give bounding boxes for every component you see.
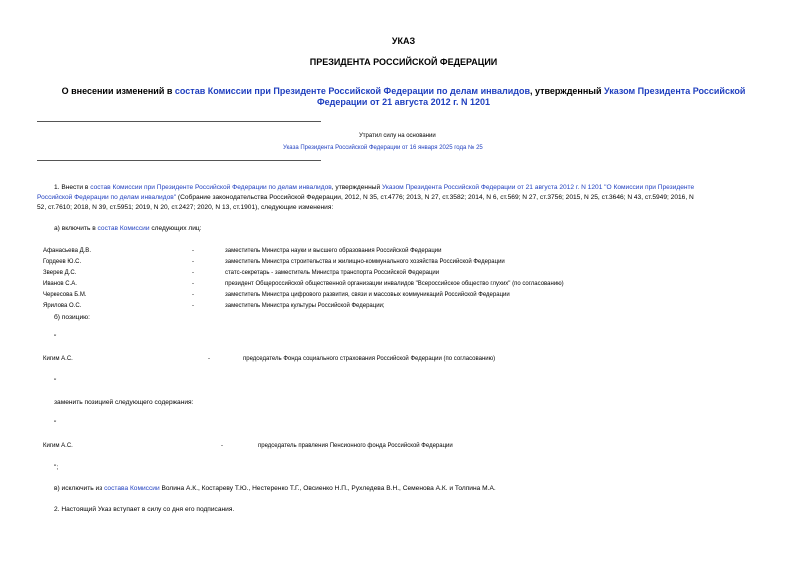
para1-link-decree[interactable]: Указом Президента Российской Федерации от 21 августа 2012 г. N 1201 "О Комиссии при Президенте <box>381 184 695 191</box>
old-position-role: председатель Фонда социального страхования Российской Федерации (по согласованию) <box>243 356 496 362</box>
para1-text-2: , утвержденный <box>331 184 382 191</box>
validity-link[interactable]: Указа Президента Российской Федерации от 16 января 2025 года № 25 <box>283 145 483 151</box>
para1-link-decree-cont[interactable]: Российской Федерации по делам инвалидов" <box>37 194 177 201</box>
member-dash: - <box>192 248 194 254</box>
item-a-text-post: следующих лиц: <box>149 225 202 232</box>
member-dash: - <box>192 292 194 298</box>
old-position-dash: - <box>208 356 210 362</box>
document-heading <box>0 86 807 108</box>
member-dash: - <box>192 259 194 265</box>
item-a-link-commission[interactable]: состав Комиссии <box>97 225 150 232</box>
item-b-label: б) позицию: <box>54 314 90 321</box>
replace-text: заменить позицией следующего содержания: <box>54 399 194 406</box>
para1-text-1: 1. Внести в <box>54 184 91 191</box>
quote-end: "; <box>54 464 59 471</box>
item-a-text-pre: а) включить в <box>54 225 98 232</box>
para2: 2. Настоящий Указ вступает в силу со дня его подписания. <box>54 506 235 513</box>
heading-text-pre: О внесении изменений в <box>61 86 175 96</box>
heading-link-decree[interactable]: Указом Президента Российской Федерации от 21 августа 2012 г. N 1201 <box>316 86 746 107</box>
heading-link-commission[interactable]: состав Комиссии при Президенте Российской Федерации по делам инвалидов <box>174 86 530 96</box>
member-name: Черкесова Б.М. <box>43 292 87 298</box>
member-name: Афанасьева Д.В. <box>43 248 91 254</box>
member-role: заместитель Министра культуры Российской Федерации; <box>225 303 385 309</box>
document-subtitle: ПРЕЗИДЕНТА РОССИЙСКОЙ ФЕДЕРАЦИИ <box>309 57 498 67</box>
item-c-link-commission[interactable]: состава Комиссии <box>104 485 160 492</box>
quote-close: " <box>54 378 57 385</box>
member-role: заместитель Министра цифрового развития, связи и массовых коммуникаций Российской Федерации <box>225 292 510 298</box>
quote-open: " <box>54 334 57 341</box>
member-dash: - <box>192 281 194 287</box>
new-position-name: Кигим А.С. <box>43 443 73 449</box>
validity-note: Утратил силу на основании <box>359 133 436 139</box>
member-dash: - <box>192 303 194 309</box>
item-c-text-pre: в) исключить из <box>54 485 105 492</box>
member-role: президент Общероссийской общественной организации инвалидов "Всероссийское общество глухих" (по согласованию) <box>225 281 564 287</box>
member-name: Ярилова О.С. <box>43 303 82 309</box>
para1-link-commission[interactable]: состав Комиссии при Президенте Российской Федерации по делам инвалидов <box>90 184 332 191</box>
old-position-name: Кигим А.С. <box>43 356 73 362</box>
new-position-role: председатель правления Пенсионного фонда Российской Федерации <box>258 443 453 449</box>
member-dash: - <box>192 270 194 276</box>
item-a <box>54 225 201 232</box>
document-title: УКАЗ <box>391 36 416 46</box>
new-position-dash: - <box>221 443 223 449</box>
quote-open-new: " <box>54 420 57 427</box>
item-c-text-post: Волина А.К., Костареву Т.Ю., Нестеренко Т.Г., Овсиенко Н.П., Рухледева В.Н., Семенова А.К. и Толпина М.А. <box>159 485 496 492</box>
para1-line3: 52, ст.7610; 2018, N 39, ст.5951; 2019, N 20, ст.2427; 2020, N 13, ст.1901), следующие изменения: <box>37 204 334 211</box>
heading-text-mid: , утвержденный <box>529 86 604 96</box>
para1-line1 <box>54 184 694 191</box>
member-role: заместитель Министра строительства и жилищно-коммунального хозяйства Российской Федерации <box>225 259 505 265</box>
member-role: заместитель Министра науки и высшего образования Российской Федерации <box>225 248 442 254</box>
para1-line2 <box>37 194 694 201</box>
item-c <box>54 485 496 492</box>
member-name: Иванов С.А. <box>43 281 77 287</box>
member-name: Гордеев Ю.С. <box>43 259 82 265</box>
member-name: Зверев Д.С. <box>43 270 77 276</box>
para1-text-3: (Собрание законодательства Российской Федерации, 2012, N 35, ст.4776; 2013, N 27, ст.3582; 2014, N 6, ст.569; N 27, ст.3756; 2015, N 25, ст.3646; N 43, ст.5949; 2016, N <box>176 194 694 201</box>
divider-bottom <box>37 160 321 161</box>
divider-top <box>37 121 321 122</box>
member-role: статс-секретарь - заместитель Министра транспорта Российской Федерации <box>225 270 440 276</box>
